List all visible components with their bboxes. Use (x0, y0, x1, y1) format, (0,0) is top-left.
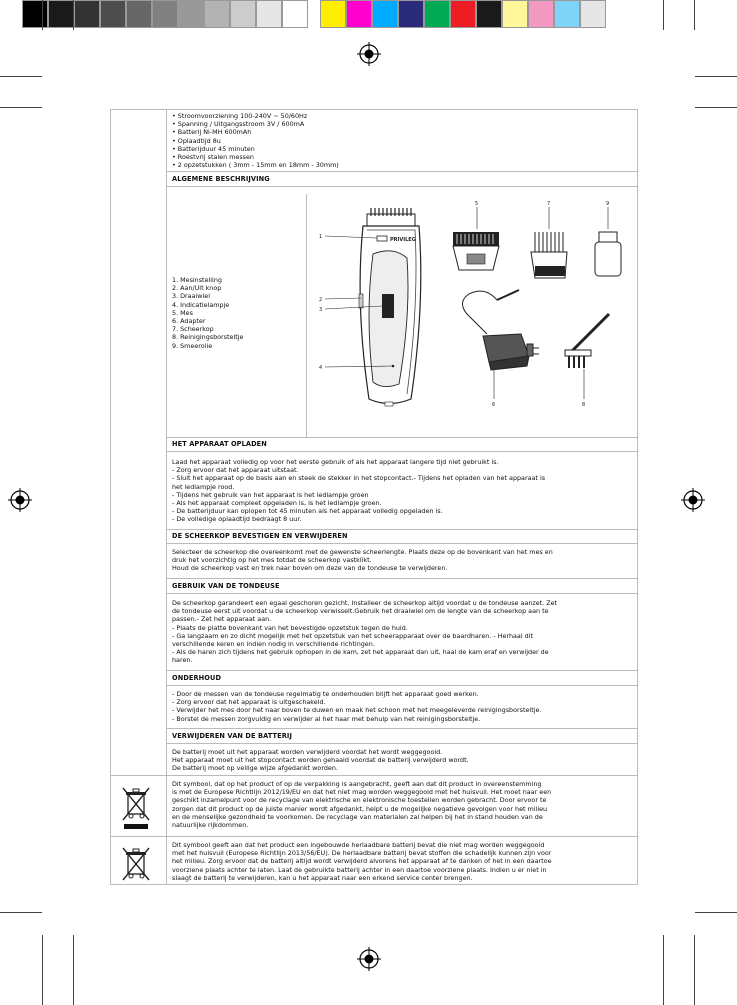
crossed-bin-icon (121, 786, 151, 830)
text-line: haren. (172, 656, 193, 665)
callout-number: 5 (475, 201, 479, 207)
callout-number: 8 (582, 402, 586, 408)
divider (110, 836, 638, 837)
product-illustration (307, 194, 635, 437)
divider (166, 529, 638, 530)
divider (166, 728, 638, 729)
registration-mark (8, 488, 32, 512)
color-swatch (126, 0, 152, 28)
crop-mark (663, 935, 664, 1005)
divider (166, 451, 638, 452)
color-swatch (450, 0, 476, 28)
color-swatch (256, 0, 282, 28)
color-swatch (152, 0, 178, 28)
color-swatch (230, 0, 256, 28)
color-swatch (282, 0, 308, 28)
text-line: en de menselijke gezondheid te voorkomen. De recyclage van materialen zal helpen bij het in stand houden van de (172, 812, 543, 821)
color-swatch (424, 0, 450, 28)
text-line: voorziene plaats achter te laten. Laat de gebruikte batterij achter in een daartoe voorziene plaats. Indien u er niet in (172, 865, 547, 874)
text-line: De batterij moet uit het apparaat worden verwijderd voordat het wordt weggegooid. (172, 748, 443, 756)
text-line: - Sluit het apparaat op de basis aan en steek de stekker in het stopcontact.- Tijdens het opladen van het apparaat is (172, 474, 546, 483)
specs-list (172, 112, 339, 169)
battery-text (172, 748, 634, 773)
crop-mark (73, 0, 74, 30)
spec-item: • Roestvrij stalen messen (172, 153, 254, 162)
text-line: Laad het apparaat volledig op voor het eerste gebruik of als het apparaat langere tijd niet gebruikt is. (172, 458, 499, 466)
crop-mark (695, 107, 737, 108)
color-swatch (554, 0, 580, 28)
color-swatch (580, 0, 606, 28)
oil-bottle-illustration (595, 232, 621, 276)
adapter-illustration (462, 290, 539, 370)
text-line: De scheerkop garandeert een egaal geschoren gezicht. Installeer de scheerkop altijd voordat u de tondeuse aanzet. Zet (172, 599, 558, 607)
text-line: met het huisvuil (Europese Richtlijn 2013/56/EU). De herlaadbare batterij bevat stoffen die schadelijk kunnen zijn voor (172, 849, 552, 858)
text-line: Dit symbool, dat op het product of op de verpakking is aangebracht, geeft aan dat dit product in overeenstemming (172, 780, 542, 788)
text-line: natuurlijke rijkdommen. (172, 821, 249, 830)
text-line: - Borstel de messen zorgvuldig en verwijder al het haar met behulp van het reinigingsborsteltje. (172, 714, 481, 723)
color-swatch (372, 0, 398, 28)
divider (110, 775, 638, 776)
text-line: Selecteer de scheerkop die overeenkomt met de gewenste scheerlengte. Plaats deze op de bovenkant van het mes en (172, 548, 553, 556)
text-line: Houd de scheerkop vast en trek naar boven om deze van de tondeuse te verwijderen. (172, 564, 448, 573)
spec-item: • 2 opzetstukken ( 3mm - 15mm en 18mm - 30mm) (172, 161, 339, 170)
part-item: 3. Draaiwiel (172, 292, 210, 301)
crop-mark (663, 0, 664, 30)
section-title-usage: GEBRUIK VAN DE TONDEUSE (172, 582, 280, 590)
section-title-attach: DE SCHEERKOP BEVESTIGEN EN VERWIJDEREN (172, 532, 348, 540)
color-swatch (502, 0, 528, 28)
callout-number: 3 (319, 307, 323, 313)
parts-list (172, 276, 243, 350)
text-line: - Verwijder het mes door het naar boven te duwen en maak het schoon met het meegeleverde reinigingsborsteltje. (172, 706, 542, 715)
registration-mark (357, 42, 381, 66)
spec-item: • Stroomvoorziening 100-240V ~ 50/60Hz (172, 112, 308, 120)
part-item: 9. Smeerolie (172, 341, 213, 350)
part-item: 6. Adapter (172, 317, 206, 326)
blade-head-illustration (453, 232, 499, 270)
text-line: het ledlampje rood. (172, 482, 235, 491)
callout-number: 1 (319, 234, 323, 240)
text-line: Het apparaat moet uit het stopcontact worden gehaald voordat de batterij verwijderd wordt. (172, 756, 469, 765)
crop-mark (73, 935, 74, 1005)
color-swatch (398, 0, 424, 28)
maintenance-text (172, 690, 634, 723)
spec-item: • Batterij Ni-MH 600mAh (172, 128, 252, 137)
crop-mark (695, 912, 737, 913)
color-swatch (178, 0, 204, 28)
comb-attachment-illustration (531, 232, 567, 278)
product-figure (306, 194, 635, 437)
spec-item: • Batterijduur 45 minuten (172, 144, 255, 153)
crop-mark (42, 0, 43, 30)
text-line: passen.- Zet het apparaat aan. (172, 615, 272, 624)
callout-number: 4 (319, 365, 323, 371)
crop-mark (0, 912, 42, 913)
part-item: 5. Mes (172, 308, 193, 317)
text-line: zorgen dat dit product op de juiste manier wordt afgedankt, helpt u de mogelijke negatieve gevolgen voor het milieu (172, 804, 548, 813)
text-line: Dit symbool geeft aan dat het product een ingebouwde herlaadbare batterij bevat die niet mag worden weggegooid (172, 841, 545, 849)
battery-symbol-text (172, 841, 634, 882)
color-swatch (320, 0, 346, 28)
color-swatch (528, 0, 554, 28)
section-title-battery: VERWIJDEREN VAN DE BATTERIJ (172, 732, 293, 740)
text-line: druk het voorzichtig op het mes totdat de scheerkop vastklikt. (172, 556, 372, 565)
cleaning-brush-illustration (565, 314, 609, 368)
registration-mark (681, 488, 705, 512)
divider (166, 171, 638, 172)
callout-number: 2 (319, 297, 323, 303)
swatch-gap (308, 0, 320, 28)
registration-mark (357, 947, 381, 971)
text-line: - Als het apparaat compleet opgeladen is, is het ledlampje groen. (172, 499, 382, 508)
color-swatch (74, 0, 100, 28)
part-item: 1. Mesinstelling (172, 276, 222, 284)
callout-number: 7 (547, 201, 551, 207)
part-item: 8. Reinigingsborsteltje (172, 333, 244, 342)
divider (166, 186, 638, 187)
brand-label: PRIVILEG (390, 237, 416, 243)
usage-text (172, 599, 634, 665)
divider (166, 593, 638, 594)
text-line: - Door de messen van de tondeuse regelmatig te onderhouden blijft het apparaat goed werken. (172, 690, 479, 698)
callout-number: 9 (606, 201, 610, 207)
crop-mark (694, 935, 695, 1005)
divider (166, 543, 638, 544)
callout-number: 6 (492, 402, 496, 408)
color-swatch (22, 0, 48, 28)
part-item: 7. Scheerkop (172, 325, 214, 334)
weee-text (172, 780, 634, 829)
text-line: verschillende keren en indien nodig in verschillende richtingen. (172, 640, 375, 649)
part-item: 2. Aan/Uit knop (172, 284, 222, 293)
color-swatch (346, 0, 372, 28)
text-line: de tondeuse eerst uit voordat u de scheerkop verwisselt.Gebruik het draaiwiel om de lengte van de scheerkop aan te (172, 607, 549, 616)
text-line: - Zorg ervoor dat het apparaat is uitgeschakeld. (172, 698, 326, 707)
crossed-bin-battery-icon (121, 846, 151, 882)
text-line: - Zorg ervoor dat het apparaat uitstaat. (172, 466, 299, 475)
color-swatch (100, 0, 126, 28)
spec-item: • Oplaadtijd 8u (172, 136, 221, 145)
text-line: - Tijdens het gebruik van het apparaat is het ledlampje groen (172, 490, 369, 499)
text-line: - De batterijduur kan oplopen tot 45 minuten als het apparaat volledig opgeladen is. (172, 507, 443, 516)
text-line: - Ga langzaam en zo dicht mogelijk met het opzetstuk van het scheerapparaat over de baardharen. - Herhaal dit (172, 631, 533, 640)
color-swatch (476, 0, 502, 28)
color-bar (22, 0, 606, 28)
divider (166, 437, 638, 438)
text-line: is met de Europese Richtlijn 2012/19/EU en dat het niet mag worden weggegooid met het huisvuil. Het moet naar een (172, 788, 552, 797)
part-item: 4. Indicatielampje (172, 300, 230, 309)
crop-mark (694, 0, 695, 30)
color-swatch (204, 0, 230, 28)
text-line: - Als de haren zich tijdens het gebruik ophopen in de kam, zet het apparaat dan uit, haal de kam eraf en verwijder de (172, 648, 549, 657)
divider (166, 685, 638, 686)
spec-item: • Spanning / Uitgangsstroom 3V / 600mA (172, 120, 305, 129)
color-swatch (48, 0, 74, 28)
text-line: slaagt de batterij te verwijderen, kan u het apparaat naar een erkend service center brengen. (172, 873, 473, 882)
text-line: het milieu. Zorg ervoor dat de batterij altijd wordt verwijderd alvorens het apparaat af te danken of het in een daartoe (172, 857, 552, 866)
section-title-description: ALGEMENE BESCHRIJVING (172, 175, 270, 183)
crop-mark (695, 76, 737, 77)
text-line: - De volledige oplaadtijd bedraagt 8 uur. (172, 515, 302, 524)
charging-text (172, 458, 634, 524)
text-line: geschikt inzamelpunt voor de recyclage van elektrische en elektronische toestellen worden gebracht. Door ervoor te (172, 796, 547, 805)
divider (166, 743, 638, 744)
section-title-charging: HET APPARAAT OPLADEN (172, 440, 267, 448)
attach-text (172, 548, 634, 573)
crop-mark (42, 935, 43, 1005)
section-title-maintenance: ONDERHOUD (172, 674, 222, 682)
crop-mark (0, 107, 42, 108)
text-line: - Plaats de platte bovenkant van het bevestigde opzetstuk tegen de huid. (172, 623, 408, 632)
crop-mark (0, 76, 42, 77)
divider (166, 578, 638, 579)
text-line: De batterij moet op veilige wijze afgedankt worden. (172, 764, 338, 773)
divider (166, 670, 638, 671)
